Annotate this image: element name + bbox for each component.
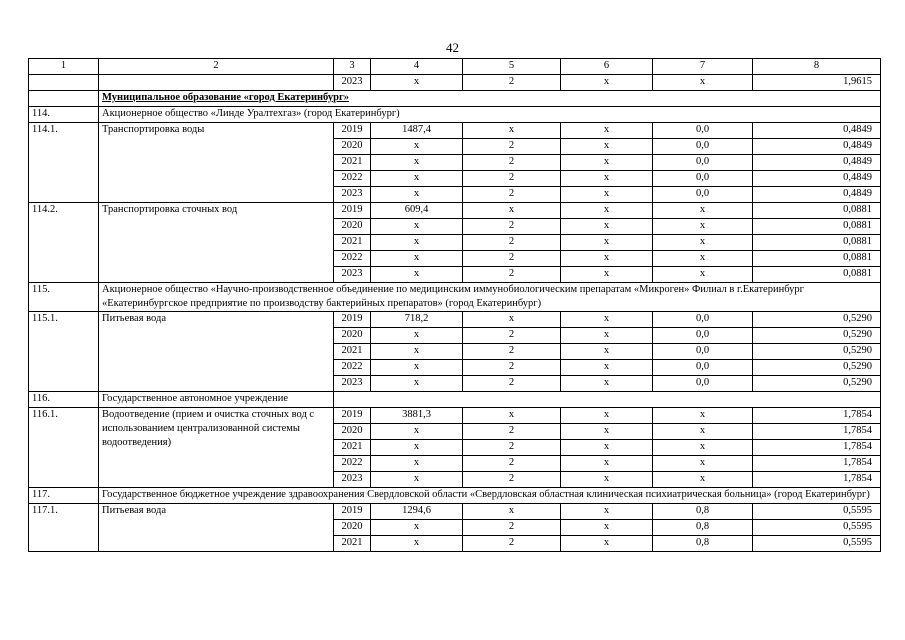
year-cell: 2022 [334,456,371,472]
value-cell-8: 0,0881 [753,267,881,283]
item-number: 115.1. [29,312,99,392]
value-cell-6: х [561,155,653,171]
value-cell-5: 2 [463,75,561,91]
value-cell-5: 2 [463,376,561,392]
organization-row [29,392,881,408]
item-name: Питьевая вода [99,312,334,392]
year-cell: 2021 [334,235,371,251]
year-cell: 2021 [334,155,371,171]
value-cell-6: х [561,520,653,536]
organization-name: Государственное автономное учреждение [99,392,334,408]
value-cell-6: х [561,203,653,219]
value-cell-7: 0,0 [653,328,753,344]
value-cell-5: 2 [463,139,561,155]
table-row [29,203,881,219]
value-cell-7: 0,0 [653,312,753,328]
value-cell-5: 2 [463,456,561,472]
year-cell: 2019 [334,312,371,328]
value-cell-6: х [561,251,653,267]
value-cell-5: 2 [463,251,561,267]
value-cell-6: х [561,235,653,251]
value-cell-4: х [371,219,463,235]
organization-number: 117. [29,488,99,504]
year-cell: 2023 [334,187,371,203]
value-cell-6: х [561,123,653,139]
value-cell-8: 1,7854 [753,408,881,424]
header-row [29,59,881,75]
value-cell-7: х [653,235,753,251]
value-cell-4: х [371,251,463,267]
value-cell-5: 2 [463,424,561,440]
value-cell-6: х [561,75,653,91]
value-cell-8: 1,7854 [753,424,881,440]
value-cell-4: х [371,472,463,488]
organization-number: 115. [29,283,99,312]
value-cell-7: 0,8 [653,536,753,552]
value-cell-6: х [561,472,653,488]
table-row [29,312,881,328]
header-cell-1: 1 [29,59,99,75]
value-cell-6: х [561,328,653,344]
value-cell-8: 0,5290 [753,376,881,392]
year-cell: 2022 [334,360,371,376]
value-cell-8: 1,9615 [753,75,881,91]
item-number: 117.1. [29,504,99,552]
value-cell-4: х [371,376,463,392]
value-cell-4: х [371,536,463,552]
organization-row [29,107,881,123]
value-cell-7: 0,0 [653,139,753,155]
value-cell-5: 2 [463,171,561,187]
value-cell-6: х [561,171,653,187]
year-cell: 2023 [334,472,371,488]
year-cell: 2023 [334,376,371,392]
value-cell-6: х [561,536,653,552]
header-cell-4: 4 [371,59,463,75]
value-cell-7: х [653,440,753,456]
header-cell-5: 5 [463,59,561,75]
item-name: Транспортировка сточных вод [99,203,334,283]
value-cell-7: 0,0 [653,123,753,139]
organization-row [29,488,881,504]
year-cell: 2020 [334,520,371,536]
value-cell-8: 0,4849 [753,187,881,203]
value-cell-5: 2 [463,267,561,283]
organization-name: Акционерное общество «Линде Уралтехгаз» (город Екатеринбург) [99,107,881,123]
year-cell: 2023 [334,267,371,283]
item-number: 116.1. [29,408,99,488]
value-cell-5: 2 [463,520,561,536]
value-cell-8: 0,0881 [753,203,881,219]
value-cell-8: 0,4849 [753,139,881,155]
year-cell: 2020 [334,219,371,235]
item-name: Питьевая вода [99,504,334,552]
value-cell-6: х [561,312,653,328]
header-cell-6: 6 [561,59,653,75]
value-cell-7: 0,0 [653,171,753,187]
value-cell-5: 2 [463,472,561,488]
value-cell-7: х [653,456,753,472]
value-cell-8: 1,7854 [753,440,881,456]
value-cell-7: 0,0 [653,187,753,203]
value-cell-8: 0,5290 [753,312,881,328]
year-cell: 2022 [334,171,371,187]
value-cell-5: 2 [463,235,561,251]
item-name: Транспортировка воды [99,123,334,203]
value-cell-8: 0,4849 [753,155,881,171]
value-cell-4: х [371,75,463,91]
value-cell-8: 0,0881 [753,219,881,235]
municipality-row [29,91,881,107]
year-cell: 2020 [334,424,371,440]
value-cell-4: 3881,3 [371,408,463,424]
value-cell-5: 2 [463,344,561,360]
value-cell-4: х [371,456,463,472]
year-cell: 2019 [334,123,371,139]
value-cell-4: х [371,187,463,203]
value-cell-4: 1294,6 [371,504,463,520]
value-cell-4: х [371,344,463,360]
value-cell-6: х [561,424,653,440]
year-cell: 2020 [334,328,371,344]
continuation-row [29,75,881,91]
value-cell-6: х [561,504,653,520]
value-cell-4: х [371,360,463,376]
value-cell-4: 1487,4 [371,123,463,139]
value-cell-7: х [653,472,753,488]
item-number: 114.2. [29,203,99,283]
value-cell-8: 0,5290 [753,360,881,376]
value-cell-8: 0,5595 [753,520,881,536]
value-cell-4: х [371,155,463,171]
value-cell-4: х [371,328,463,344]
value-cell-6: х [561,344,653,360]
value-cell-5: 2 [463,536,561,552]
value-cell-5: х [463,408,561,424]
value-cell-6: х [561,376,653,392]
organization-name: Акционерное общество «Научно-производственное объединение по медицинским иммунобиологическим препаратам «Микроген» Филиал в г.Екатеринбург «Екатеринбургское предприятие по производству бактерийных препаратов» (город Екатеринбург) [99,283,881,312]
year-cell: 2022 [334,251,371,267]
organization-name: Государственное бюджетное учреждение здравоохранения Свердловской области «Свердловская областная клиническая психиатрическая больница» (город Екатеринбург) [99,488,881,504]
value-cell-5: 2 [463,155,561,171]
empty-cell [29,75,99,91]
item-number: 114.1. [29,123,99,203]
year-cell: 2020 [334,139,371,155]
value-cell-7: х [653,251,753,267]
year-cell: 2021 [334,536,371,552]
empty-cell [29,91,99,107]
value-cell-5: х [463,123,561,139]
value-cell-8: 0,4849 [753,123,881,139]
table-row [29,504,881,520]
value-cell-7: х [653,424,753,440]
value-cell-6: х [561,360,653,376]
value-cell-7: х [653,75,753,91]
value-cell-7: 0,8 [653,504,753,520]
value-cell-6: х [561,440,653,456]
value-cell-7: х [653,219,753,235]
table-row [29,408,881,424]
value-cell-8: 1,7854 [753,456,881,472]
year-cell: 2021 [334,344,371,360]
organization-number: 114. [29,107,99,123]
value-cell-8: 1,7854 [753,472,881,488]
value-cell-8: 0,5290 [753,344,881,360]
value-cell-7: 0,0 [653,376,753,392]
value-cell-4: 609,4 [371,203,463,219]
header-cell-3: 3 [334,59,371,75]
value-cell-8: 0,4849 [753,171,881,187]
value-cell-6: х [561,267,653,283]
value-cell-5: х [463,504,561,520]
header-cell-7: 7 [653,59,753,75]
value-cell-5: х [463,203,561,219]
value-cell-7: х [653,408,753,424]
value-cell-8: 0,5290 [753,328,881,344]
value-cell-7: 0,0 [653,344,753,360]
value-cell-6: х [561,408,653,424]
value-cell-6: х [561,187,653,203]
value-cell-6: х [561,456,653,472]
item-name: Водоотведение (прием и очистка сточных вод с использованием централизованной системы водоотведения) [99,408,334,488]
value-cell-5: 2 [463,360,561,376]
value-cell-8: 0,0881 [753,251,881,267]
value-cell-7: 0,0 [653,155,753,171]
value-cell-4: 718,2 [371,312,463,328]
value-cell-5: 2 [463,187,561,203]
organization-number: 116. [29,392,99,408]
empty-cell [334,392,881,408]
value-cell-4: х [371,139,463,155]
value-cell-6: х [561,219,653,235]
header-cell-2: 2 [99,59,334,75]
value-cell-5: 2 [463,328,561,344]
header-cell-8: 8 [753,59,881,75]
table-row [29,123,881,139]
value-cell-7: 0,0 [653,360,753,376]
organization-row [29,283,881,312]
value-cell-7: х [653,203,753,219]
value-cell-4: х [371,235,463,251]
municipality-title: Муниципальное образование «город Екатеринбург» [99,91,881,107]
value-cell-7: 0,8 [653,520,753,536]
value-cell-4: х [371,267,463,283]
year-cell: 2019 [334,504,371,520]
tariff-table [28,58,881,552]
year-cell: 2021 [334,440,371,456]
page-number: 42 [446,40,459,55]
tariff-table-body [29,59,881,552]
value-cell-5: 2 [463,440,561,456]
value-cell-5: 2 [463,219,561,235]
value-cell-8: 0,5595 [753,536,881,552]
year-cell: 2019 [334,408,371,424]
empty-cell [99,75,334,91]
value-cell-7: х [653,267,753,283]
value-cell-4: х [371,520,463,536]
value-cell-8: 0,5595 [753,504,881,520]
value-cell-5: х [463,312,561,328]
value-cell-4: х [371,424,463,440]
value-cell-4: х [371,171,463,187]
value-cell-4: х [371,440,463,456]
year-cell: 2023 [334,75,371,91]
year-cell: 2019 [334,203,371,219]
value-cell-6: х [561,139,653,155]
value-cell-8: 0,0881 [753,235,881,251]
